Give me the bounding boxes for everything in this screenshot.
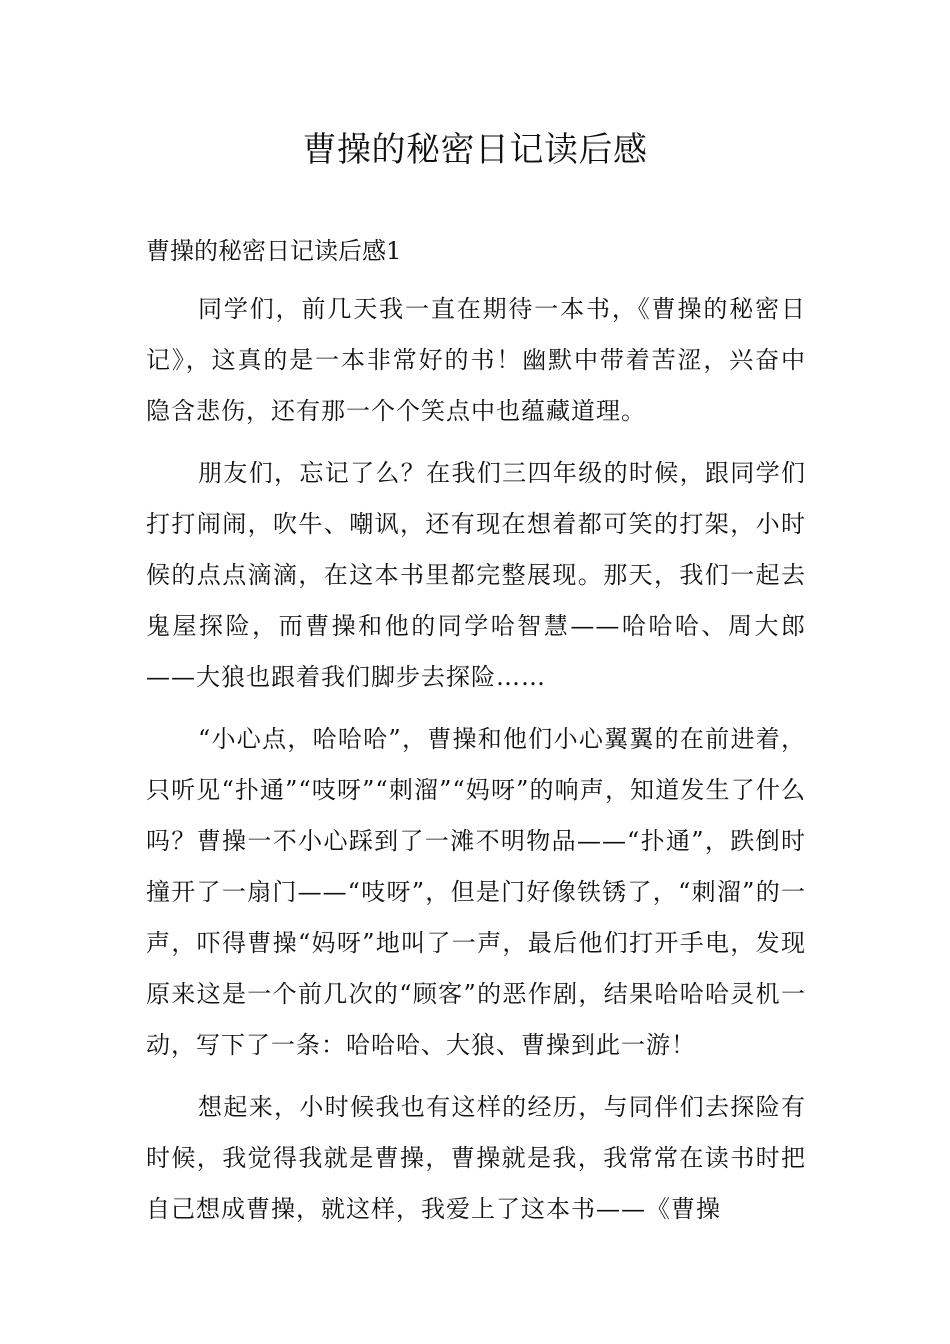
paragraph-1: 同学们，前几天我一直在期待一本书，《曹操的秘密日记》，这真的是一本非常好的书！幽默中带着苦涩，兴奋中隐含悲伤，还有那一个个笑点中也蕴藏道理。	[146, 295, 806, 425]
paragraph-4: 想起来，小时候我也有这样的经历，与同伴们去探险有时候，我觉得我就是曹操，曹操就是我，我常常在读书时把自己想成曹操，就这样，我爱上了这本书——《曹操	[146, 1093, 806, 1223]
document-body	[146, 231, 806, 1235]
paragraph-2: 朋友们，忘记了么？在我们三四年级的时候，跟同学们打打闹闹，吹牛、嘲讽，还有现在想着都可笑的打架，小时候的点点滴滴，在这本书里都完整展现。那天，我们一起去鬼屋探险，而曹操和他的同学哈智慧——哈哈哈、周大郎——大狼也跟着我们脚步去探险……	[146, 459, 806, 691]
document-title: 曹操的秘密日记读后感	[302, 130, 648, 170]
section-heading: 曹操的秘密日记读后感1	[146, 237, 402, 265]
paragraph-3: “小心点，哈哈哈”，曹操和他们小心翼翼的在前进着，只听见“扑通”“吱呀”“刺溜”“妈呀”的响声，知道发生了什么吗？曹操一不小心踩到了一滩不明物品——“扑通”，跌倒时撞开了一扇门——“吱呀”，但是门好像铁锈了，“刺溜”的一声，吓得曹操“妈呀”地叫了一声，最后他们打开手电，发现原来这是一个前几次的“顾客”的恶作剧，结果哈哈哈灵机一动，写下了一条：哈哈哈、大狼、曹操到此一游！	[146, 725, 806, 1059]
